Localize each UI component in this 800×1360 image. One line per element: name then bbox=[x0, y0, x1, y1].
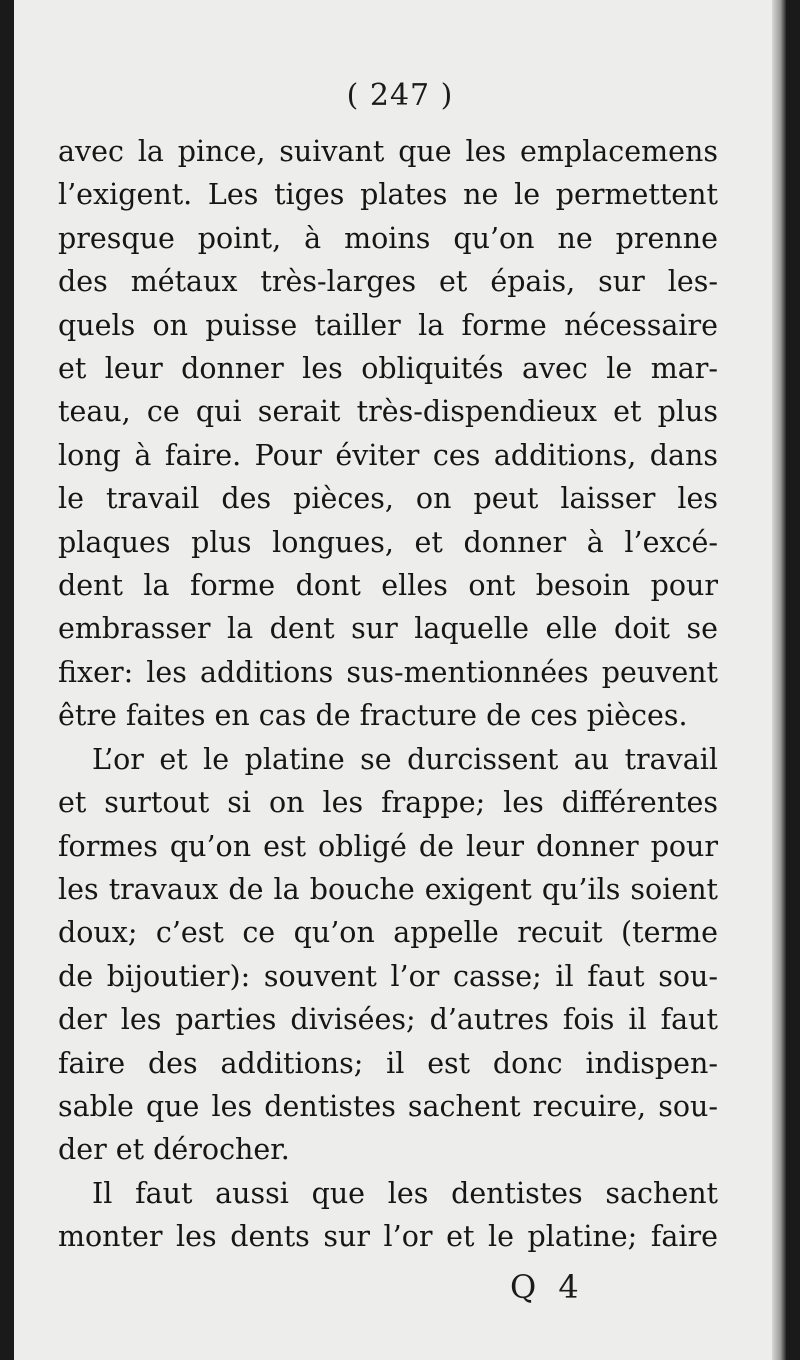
text-line: teau, ce qui serait très-dispendieux et plus bbox=[58, 395, 718, 429]
body-text bbox=[58, 130, 718, 1259]
text-line: et surtout si on les frappe; les différentes bbox=[58, 786, 718, 820]
text-line: monter les dents sur l’or et le platine; faire bbox=[58, 1220, 718, 1254]
text-line: faire des additions; il est donc indispen- bbox=[58, 1046, 718, 1080]
text-line: les travaux de la bouche exigent qu’ils soient bbox=[58, 872, 718, 906]
text-line: quels on puisse tailler la forme nécessaire bbox=[58, 308, 718, 342]
paragraph-1 bbox=[58, 130, 718, 738]
text-line: der les parties divisées; d’autres fois il faut bbox=[58, 1003, 718, 1037]
text-line: avec la pince, suivant que les emplacemens bbox=[58, 135, 718, 168]
text-line: plaques plus longues, et donner à l’excé- bbox=[58, 525, 718, 559]
text-line: et leur donner les obliquités avec le mar- bbox=[58, 352, 718, 386]
text-line: être faites en cas de fracture de ces pièces. bbox=[58, 699, 688, 733]
text-line: l’exigent. Les tiges plates ne le permettent bbox=[58, 178, 718, 212]
text-line: embrasser la dent sur laquelle elle doit se bbox=[58, 612, 718, 646]
text-line: dent la forme dont elles ont besoin pour bbox=[58, 569, 718, 603]
text-line: formes qu’on est obligé de leur donner pour bbox=[58, 829, 718, 863]
text-line: sable que les dentistes sachent recuire, sou- bbox=[58, 1089, 718, 1123]
text-line: presque point, à moins qu’on ne prenne bbox=[58, 221, 718, 255]
text-line: des métaux très-larges et épais, sur les- bbox=[58, 265, 718, 299]
text-line: Il faut aussi que les dentistes sachent bbox=[92, 1176, 718, 1210]
text-line: long à faire. Pour éviter ces additions, dans bbox=[58, 438, 718, 472]
text-line: le travail des pièces, on peut laisser les bbox=[58, 482, 718, 516]
text-line: doux; c’est ce qu’on appelle recuit (terme bbox=[58, 916, 718, 950]
page-number: ( 247 ) bbox=[346, 78, 454, 113]
text-line: de bijoutier): souvent l’or casse; il faut sou- bbox=[58, 959, 718, 993]
text-line: L’or et le platine se durcissent au travail bbox=[92, 742, 718, 776]
paragraph-2 bbox=[58, 738, 718, 1172]
scan-edge-shadow bbox=[772, 0, 786, 1360]
book-page bbox=[14, 0, 786, 1360]
text-line: fixer: les additions sus-mentionnées peuvent bbox=[58, 655, 718, 689]
signature-mark: Q 4 bbox=[510, 1268, 585, 1306]
paragraph-3 bbox=[58, 1172, 718, 1259]
text-line: der et dérocher. bbox=[58, 1133, 290, 1167]
